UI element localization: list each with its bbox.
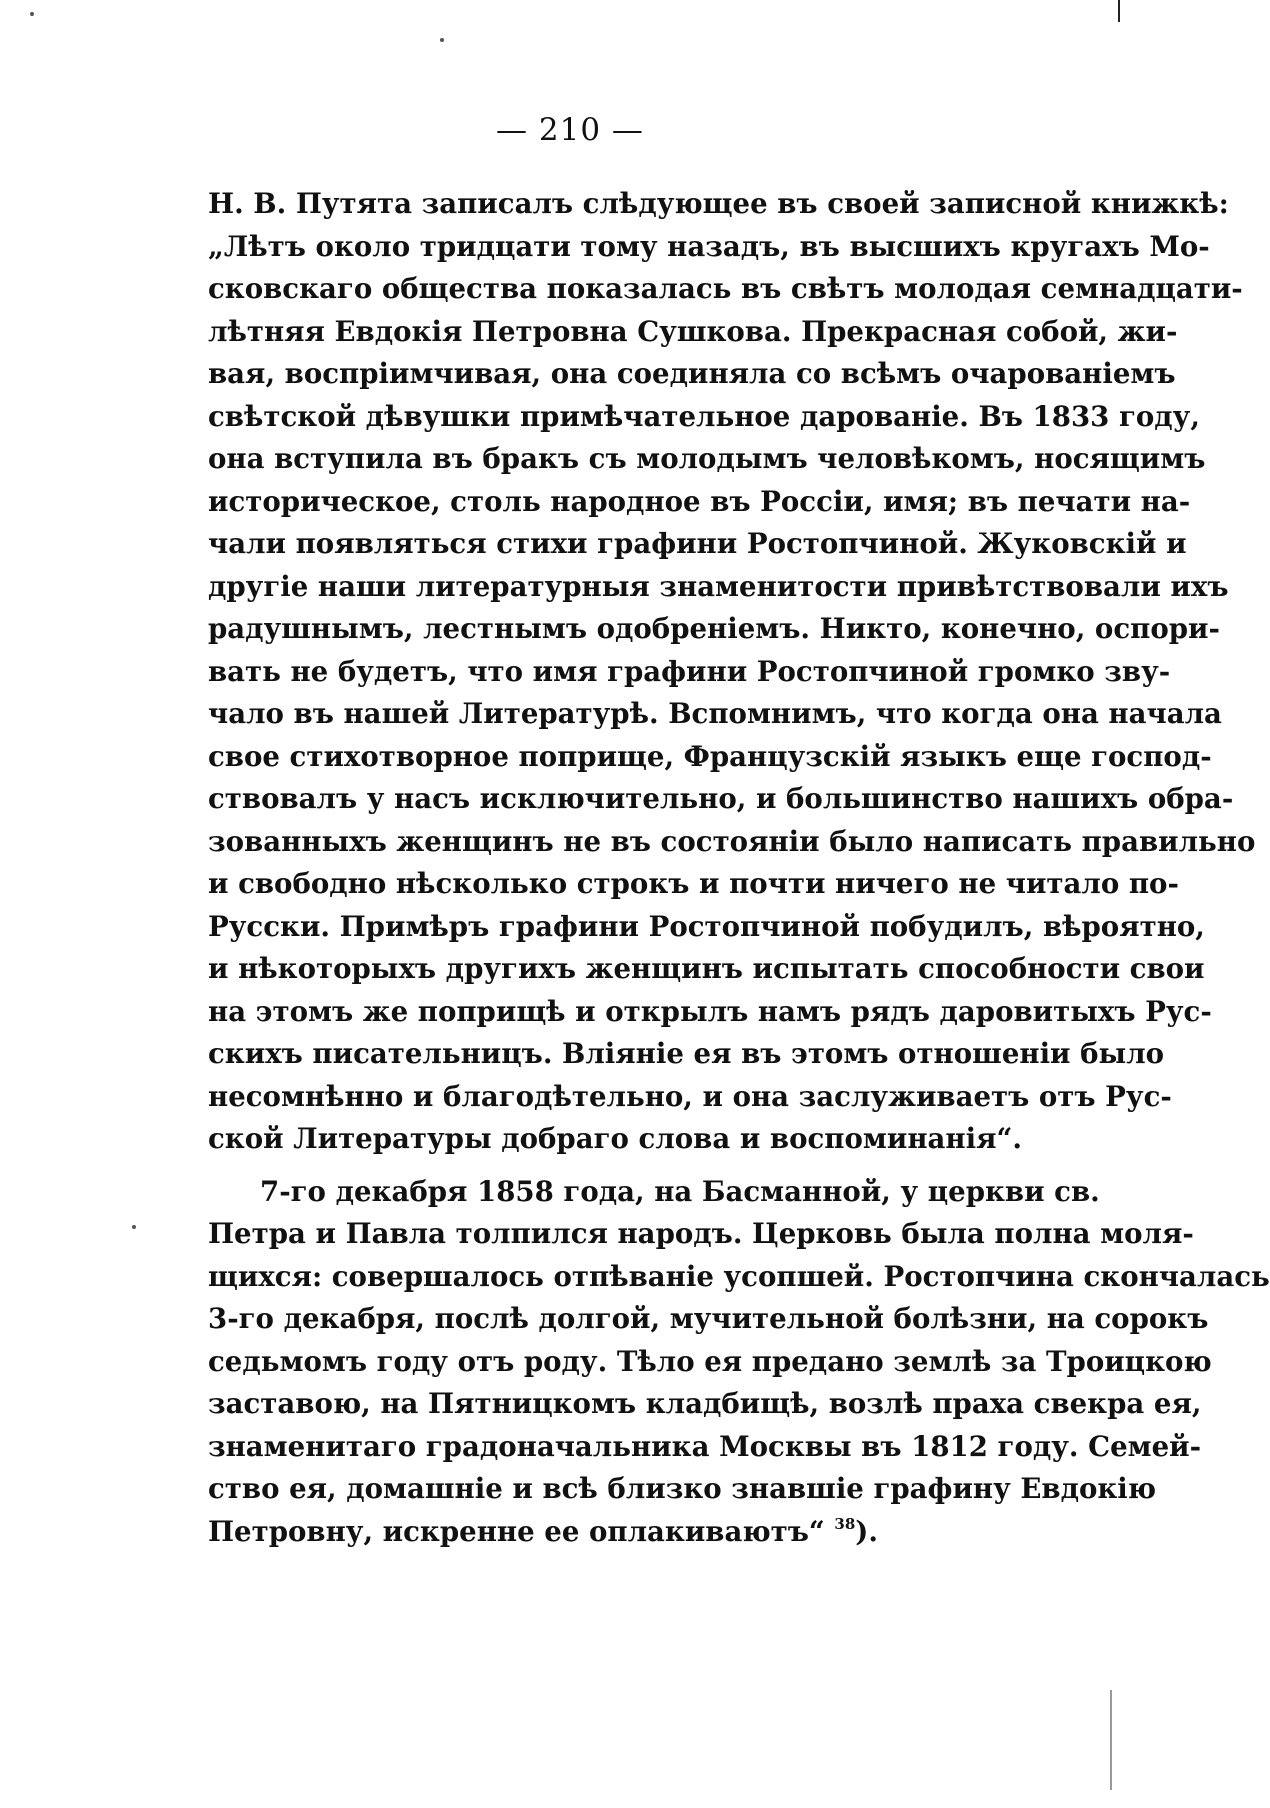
text-line — [208, 991, 1212, 1034]
text-line — [208, 736, 1212, 779]
text-line-content: 3-го декабря, послѣ долгой, мучительной болѣзни, на сорокъ — [208, 1302, 1209, 1335]
scan-speck — [132, 1225, 136, 1229]
text-line-content: Русски. Примѣръ графини Ростопчиной побудилъ, вѣроятно, — [208, 909, 1205, 943]
body-text — [208, 183, 1270, 1553]
text-line-content: сковскаго общества показалась въ свѣтъ молодая семнадцати- — [208, 272, 1243, 305]
text-line — [208, 651, 1171, 694]
text-line-content: чало въ нашей Литературѣ. Вспомнимъ, что когда она начала — [208, 697, 1222, 730]
paragraph-2 — [208, 1171, 1270, 1554]
closing-punctuation: ). — [855, 1514, 878, 1548]
scan-edge-mark — [1118, 0, 1120, 22]
text-line-content: на этомъ же поприщѣ и открылъ намъ рядъ даровитыхъ Рус- — [208, 994, 1212, 1028]
text-line — [208, 1298, 1209, 1341]
text-line-content: щихся: совершалось отпѣваніе усопшей. Ростопчина скончалась — [208, 1259, 1270, 1293]
text-line — [208, 481, 1191, 524]
page-number: — 210 — — [496, 112, 644, 148]
text-line-content: и нѣкоторыхъ другихъ женщинъ испытать способности свои — [208, 952, 1205, 985]
text-line-content: Петровну, искренне ее оплакиваютъ“ — [208, 1514, 825, 1548]
text-line — [208, 438, 1206, 481]
text-line — [208, 608, 1220, 651]
text-line — [208, 821, 1256, 864]
text-line — [208, 1033, 1165, 1076]
text-line — [208, 566, 1229, 609]
text-line — [208, 183, 1229, 226]
text-line-content: ской Литературы добраго слова и воспоминанія“. — [208, 1122, 1022, 1155]
text-line — [208, 1256, 1270, 1299]
text-line-content: 7-го декабря 1858 года, на Басманной, у церкви св. — [260, 1174, 1100, 1208]
text-line — [208, 1341, 1212, 1384]
text-line-content: чали появляться стихи графини Ростопчиной. Жуковскій и — [208, 527, 1187, 560]
text-line-content: ство ея, домашніе и всѣ близко знавшіе графину Евдокію — [208, 1472, 1157, 1505]
text-line — [208, 906, 1205, 949]
text-line — [208, 268, 1243, 311]
text-line — [208, 523, 1187, 566]
text-line — [208, 778, 1234, 821]
scan-speck — [440, 38, 444, 42]
text-line-content: зованныхъ женщинъ не въ состояніи было написать правильно — [208, 824, 1256, 858]
scan-speck — [30, 12, 34, 16]
text-line-content: историческое, столь народное въ Россіи, имя; въ печати на- — [208, 484, 1191, 518]
text-line-content: радушнымъ, лестнымъ одобреніемъ. Никто, конечно, оспори- — [208, 612, 1220, 645]
text-line-content: лѣтняя Евдокія Петровна Сушкова. Прекрасная собой, жи- — [208, 314, 1178, 348]
text-line — [208, 1213, 1194, 1256]
text-line — [208, 1426, 1202, 1469]
text-line-content: несомнѣнно и благодѣтельно, и она заслуживаетъ отъ Рус- — [208, 1079, 1172, 1113]
text-line-content: вая, воспріимчивая, она соединяла со всѣмъ очарованіемъ — [208, 357, 1176, 390]
text-line-content: она вступила въ бракъ съ молодымъ человѣкомъ, носящимъ — [208, 442, 1206, 475]
text-line-content: Петра и Павла толпился народъ. Церковь была полна моля- — [208, 1217, 1194, 1250]
paragraph-gap — [208, 1161, 1036, 1171]
text-line-content: заставою, на Пятницкомъ кладбищѣ, возлѣ праха свекра ея, — [208, 1387, 1202, 1420]
text-line-content: другіе наши литературныя знаменитости привѣтствовали ихъ — [208, 569, 1229, 603]
paragraph-1 — [208, 183, 1256, 1161]
text-line — [208, 226, 1210, 269]
text-line — [208, 1171, 1100, 1214]
text-line — [208, 863, 1179, 906]
text-line-content: Н. В. Путята записалъ слѣдующее въ своей записной книжкѣ: — [208, 187, 1229, 220]
text-line-content: ствовалъ у насъ исключительно, и большинство нашихъ обра- — [208, 782, 1234, 815]
text-line — [208, 1383, 1202, 1426]
footnote-reference: 38 — [834, 1514, 856, 1533]
text-line-content: знаменитаго градоначальника Москвы въ 1812 году. Семей- — [208, 1429, 1202, 1463]
text-line-content: свѣтской дѣвушки примѣчательное дарованіе. Въ 1833 году, — [208, 399, 1200, 433]
text-line — [208, 1468, 1157, 1511]
text-line — [208, 948, 1205, 991]
text-line-content: и свободно нѣсколько строкъ и почти ничего не читало по- — [208, 867, 1179, 900]
scan-edge-mark — [1110, 1690, 1112, 1790]
text-line — [208, 396, 1200, 439]
text-line-content: седьмомъ году отъ роду. Тѣло ея предано землѣ за Троицкою — [208, 1344, 1212, 1378]
text-line — [208, 353, 1176, 396]
text-line — [208, 693, 1222, 736]
text-line-content: свое стихотворное поприще, Французскій языкъ еще господ- — [208, 739, 1212, 773]
text-line-content: „Лѣтъ около тридцати тому назадъ, въ высшихъ кругахъ Мо- — [208, 229, 1210, 263]
text-line — [208, 1511, 1036, 1554]
text-line — [208, 1076, 1172, 1119]
text-line-content: вать не будетъ, что имя графини Ростопчиной громко зву- — [208, 654, 1171, 688]
text-line — [208, 311, 1178, 354]
text-line — [208, 1118, 1036, 1161]
text-line-content: скихъ писательницъ. Вліяніе ея въ этомъ отношеніи было — [208, 1037, 1165, 1070]
